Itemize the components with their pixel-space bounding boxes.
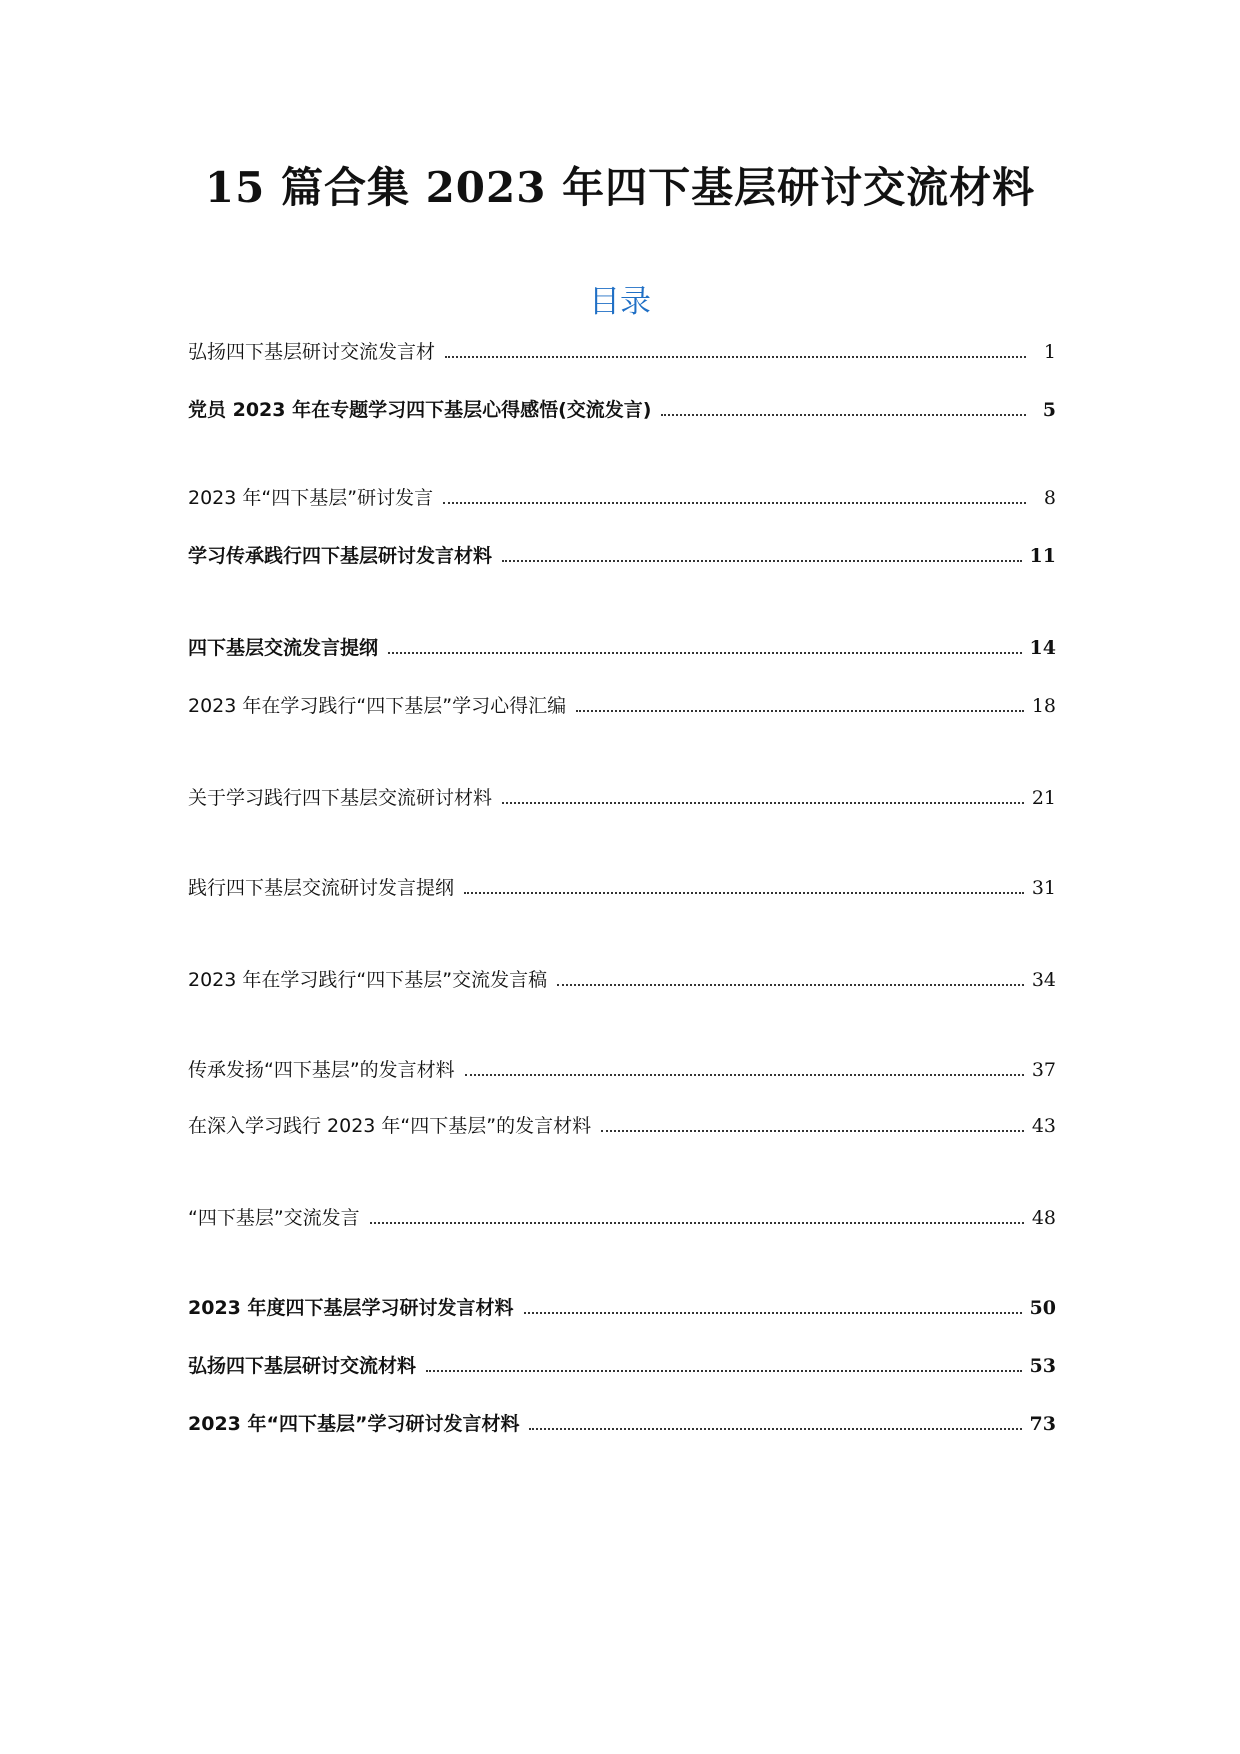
toc-entry-title: 2023 年“四下基层”研讨发言 bbox=[188, 487, 434, 509]
toc-dot-leader bbox=[576, 710, 1024, 712]
toc-entry-page: 5 bbox=[1042, 399, 1056, 421]
toc-entry-page: 14 bbox=[1029, 637, 1056, 659]
toc-entry[interactable] bbox=[188, 686, 1056, 718]
toc-dot-leader bbox=[601, 1130, 1024, 1132]
toc-entry-title: 关于学习践行四下基层交流研讨材料 bbox=[188, 787, 493, 809]
toc-entry-page: 34 bbox=[1031, 969, 1056, 991]
toc-entry[interactable] bbox=[188, 536, 1056, 568]
toc-entry-title: “四下基层”交流发言 bbox=[188, 1207, 360, 1229]
toc-dot-leader bbox=[529, 1428, 1021, 1430]
toc-dot-leader bbox=[661, 414, 1026, 416]
toc-dot-leader bbox=[465, 1074, 1024, 1076]
toc-entry-page: 37 bbox=[1031, 1059, 1056, 1081]
toc-entry-title: 弘扬四下基层研讨交流发言材 bbox=[188, 341, 436, 363]
toc-entry-page: 43 bbox=[1031, 1115, 1056, 1137]
toc-entry[interactable] bbox=[188, 1288, 1056, 1320]
toc-entry-title: 践行四下基层交流研讨发言提纲 bbox=[188, 877, 455, 899]
toc-entry-title: 弘扬四下基层研讨交流材料 bbox=[188, 1355, 417, 1377]
document-title: 15 篇合集 2023 年四下基层研讨交流材料 bbox=[204, 163, 1036, 212]
toc-dot-leader bbox=[524, 1312, 1022, 1314]
toc-entry-page: 31 bbox=[1031, 877, 1056, 899]
toc-entry-title: 传承发扬“四下基层”的发言材料 bbox=[188, 1059, 455, 1081]
toc-heading: 目录 bbox=[589, 284, 651, 320]
toc-entry-page: 50 bbox=[1029, 1297, 1056, 1319]
toc-entry-title: 2023 年度四下基层学习研讨发言材料 bbox=[188, 1297, 514, 1319]
toc-entry[interactable] bbox=[188, 1198, 1056, 1230]
toc-dot-leader bbox=[370, 1222, 1024, 1224]
toc-entry[interactable] bbox=[188, 1346, 1056, 1378]
toc-entry-title: 2023 年“四下基层”学习研讨发言材料 bbox=[188, 1413, 520, 1435]
toc-dot-leader bbox=[388, 652, 1022, 654]
toc-entry-page: 48 bbox=[1031, 1207, 1056, 1229]
toc-entry-title: 2023 年在学习践行“四下基层”学习心得汇编 bbox=[188, 695, 567, 717]
toc-entry[interactable] bbox=[188, 960, 1056, 992]
toc-dot-leader bbox=[443, 502, 1026, 504]
toc-entry-title: 在深入学习践行 2023 年“四下基层”的发言材料 bbox=[188, 1115, 592, 1137]
toc-entry[interactable] bbox=[188, 628, 1056, 660]
toc-entry[interactable] bbox=[188, 1106, 1056, 1138]
toc-entry-page: 73 bbox=[1029, 1413, 1056, 1435]
toc-dot-leader bbox=[426, 1370, 1022, 1372]
toc-entry[interactable] bbox=[188, 1050, 1056, 1082]
toc-entry-page: 8 bbox=[1043, 487, 1056, 509]
toc-dot-leader bbox=[445, 356, 1026, 358]
toc-entry-title: 党员 2023 年在专题学习四下基层心得感悟(交流发言) bbox=[188, 399, 652, 421]
toc-entry[interactable] bbox=[188, 478, 1056, 510]
toc-entry[interactable] bbox=[188, 778, 1056, 810]
toc-entry[interactable] bbox=[188, 1404, 1056, 1436]
toc-entry[interactable] bbox=[188, 868, 1056, 900]
toc-entry-page: 21 bbox=[1031, 787, 1056, 809]
toc-entry-title: 2023 年在学习践行“四下基层”交流发言稿 bbox=[188, 969, 548, 991]
toc-entry-title: 四下基层交流发言提纲 bbox=[188, 637, 379, 659]
toc-entry-page: 1 bbox=[1043, 341, 1056, 363]
toc-entry-page: 11 bbox=[1029, 545, 1056, 567]
toc-dot-leader bbox=[502, 560, 1022, 562]
toc-entry-title: 学习传承践行四下基层研讨发言材料 bbox=[188, 545, 493, 567]
toc-entry-page: 18 bbox=[1031, 695, 1056, 717]
toc-entry-page: 53 bbox=[1029, 1355, 1056, 1377]
toc-dot-leader bbox=[464, 892, 1024, 894]
toc-dot-leader bbox=[502, 802, 1024, 804]
toc-dot-leader bbox=[557, 984, 1024, 986]
toc-entry[interactable] bbox=[188, 332, 1056, 364]
toc-entry[interactable] bbox=[188, 390, 1056, 422]
